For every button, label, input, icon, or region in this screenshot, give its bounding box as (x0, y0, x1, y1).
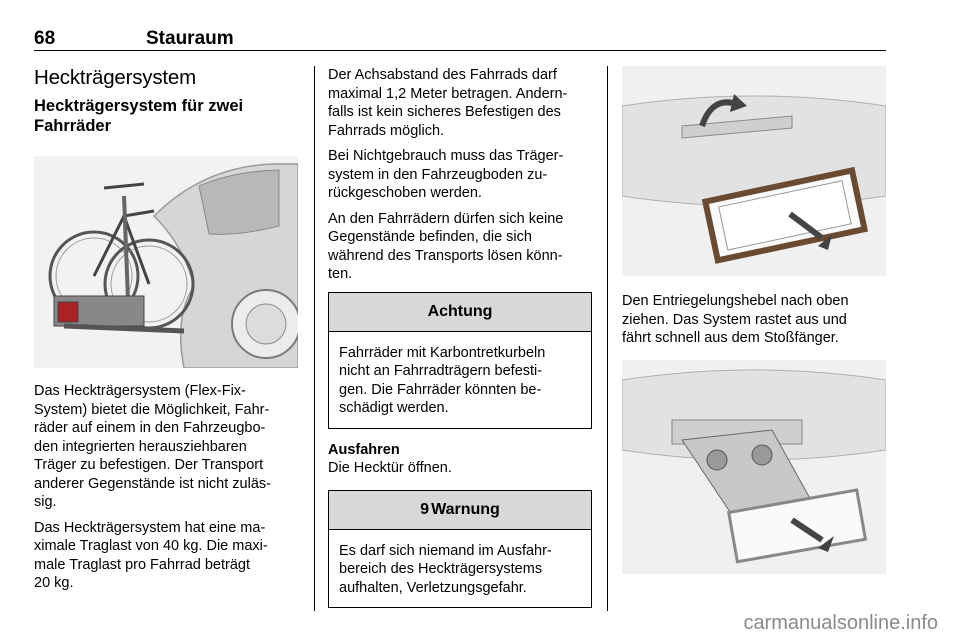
text-line: Der Achsabstand des Fahrrads darf (328, 67, 557, 83)
text-line: System) bietet die Möglichkeit, Fahr- (34, 401, 270, 418)
text-line: male Traglast pro Fahrrad beträgt (34, 556, 250, 573)
text-line: räder auf einem in den Fahrzeugbo- (34, 420, 266, 436)
caution-title: Achtung (329, 293, 591, 332)
text-line: den integrierten herausziehbaren (34, 438, 247, 455)
paragraph-2 (34, 519, 300, 593)
paragraph-1 (34, 382, 300, 512)
text-line: während des Transports lösen könn- (328, 247, 563, 264)
text-line: fährt schnell aus dem Stoßfänger. (622, 330, 839, 346)
text-line: system in den Fahrzeugboden zu- (328, 166, 548, 183)
text-line: anderer Gegenstände ist nicht zuläs- (34, 475, 271, 492)
section-title: Stauraum (146, 28, 234, 49)
text-line: sig. (34, 494, 57, 510)
text-line: Es darf sich niemand im Ausfahr- (339, 542, 552, 559)
caution-box (328, 292, 592, 429)
text-line: bereich des Heckträgersystems (339, 561, 543, 577)
warning-icon: 9 (420, 500, 430, 518)
text-line: ten. (328, 266, 353, 282)
warning-title: Warnung (431, 500, 500, 518)
text-line: Das Heckträgersystem (Flex-Fix- (34, 383, 246, 399)
text-line: rückgeschoben werden. (328, 185, 482, 201)
paragraph-objects (328, 210, 592, 284)
subtitle-line-1: Heckträgersystem für zwei (34, 97, 244, 115)
text-line: 20 kg. (34, 575, 74, 591)
warning-box (328, 490, 592, 609)
text-line: Träger zu befestigen. Der Transport (34, 457, 264, 473)
caution-text (329, 332, 591, 428)
release-lever-illustration (622, 66, 886, 276)
ausfahren-heading: Ausfahren (328, 441, 400, 458)
text-line: maximal 1,2 Meter betragen. Andern- (328, 85, 568, 102)
page-header (34, 28, 886, 51)
warning-text (329, 530, 591, 608)
text-line: aufhalten, Verletzungsgefahr. (339, 579, 527, 596)
text-line: nicht an Fahrradträgern befesti- (339, 363, 543, 379)
text-line: Das Heckträgersystem hat eine ma- (34, 519, 266, 536)
column-2 (328, 66, 592, 608)
text-line: gen. Die Fahrräder könnten be- (339, 381, 542, 398)
page-title: Heckträgersystem (34, 66, 196, 89)
text-line: ximale Traglast von 40 kg. Die maxi- (34, 538, 268, 554)
text-line: Den Entriegelungshebel nach oben (622, 293, 849, 309)
text-line: schädigt werden. (339, 400, 449, 416)
text-line: Fahrräder mit Karbontretkurbeln (339, 344, 546, 361)
subtitle-line-2: Fahrräder (34, 117, 112, 135)
text-line: falls ist kein sicheres Befestigen des (328, 104, 561, 120)
column-divider-2 (607, 66, 608, 611)
text-line: An den Fahrrädern dürfen sich keine (328, 210, 564, 227)
warning-header (329, 491, 591, 530)
ausfahren-text: Die Hecktür öffnen. (328, 460, 452, 476)
text-line: Gegenstände befinden, die sich (328, 229, 532, 245)
column-1 (34, 66, 300, 600)
watermark: carmanualsonline.info (743, 612, 938, 634)
text-line: ziehen. Das System rastet aus und (622, 311, 847, 328)
paragraph-axle (328, 66, 592, 140)
paragraph-non-use (328, 147, 592, 203)
paragraph-release (622, 292, 886, 348)
text-line: Fahrrads möglich. (328, 122, 445, 139)
text-line: Bei Nichtgebrauch muss das Träger- (328, 148, 564, 164)
page-number: 68 (34, 28, 56, 49)
carrier-extended-illustration (622, 360, 886, 574)
ausfahren-section (328, 441, 592, 478)
column-divider-1 (314, 66, 315, 611)
column-3 (622, 66, 886, 574)
bike-carrier-illustration (34, 156, 298, 368)
